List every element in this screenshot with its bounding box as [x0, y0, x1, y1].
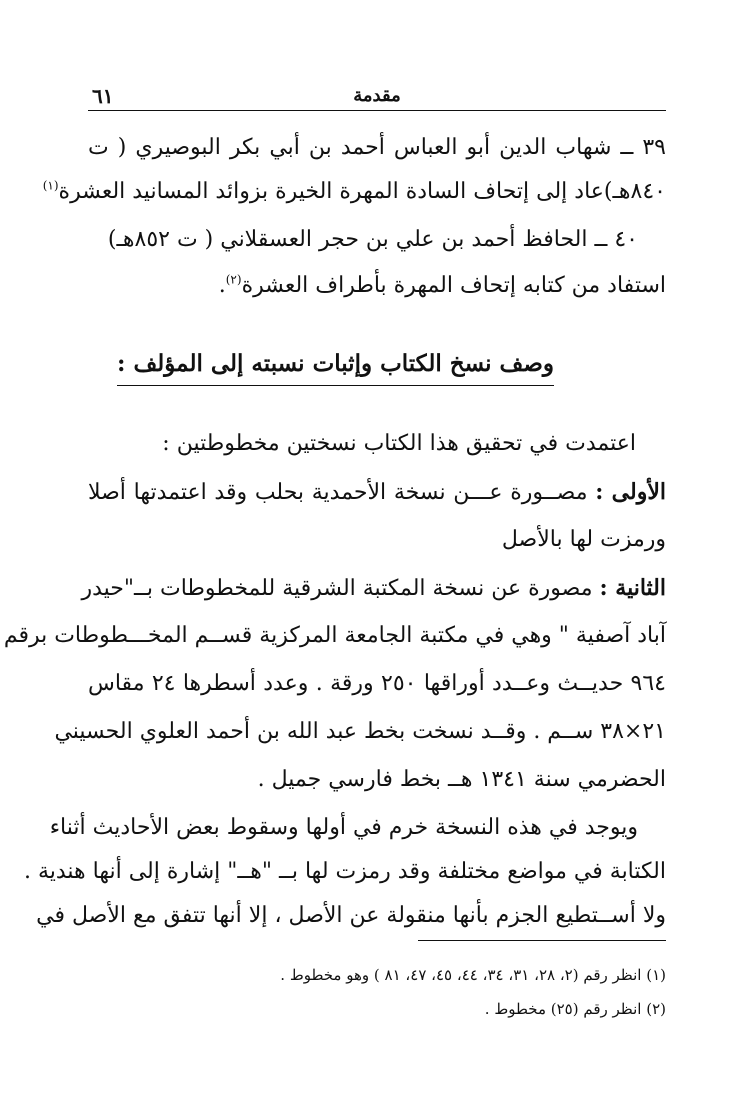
line-text: ٢١×٣٨ ســم . وقــد نسخت بخط عبد الله بن أحمد العلوي الحسيني — [54, 719, 666, 744]
page-number: ٦١ — [92, 84, 114, 108]
footnote-ref: (٢) — [225, 272, 242, 287]
paragraph-line — [88, 520, 666, 560]
paragraph-line — [36, 896, 666, 936]
text-line — [42, 172, 666, 212]
line-text: مصــورة عـــن نسخة الأحمدية بحلب وقد اعتمدتها أصلا — [88, 480, 596, 505]
page-header — [88, 84, 666, 111]
text-line — [88, 266, 666, 306]
footnote-ref: (١) — [42, 178, 59, 193]
footnote: (١) انظر رقم (٢، ٢٨، ٣١، ٣٤، ٤٤، ٤٥، ٤٧، ٨١ ) وهو مخطوط . — [280, 966, 666, 984]
section-heading: وصف نسخ الكتاب وإثبات نسبته إلى المؤلف : — [117, 345, 554, 386]
line-end: . — [218, 273, 226, 298]
line-text: ولا أســتطيع الجزم بأنها منقولة عن الأصل ، إلا أنها تتفق مع الأصل في — [36, 903, 666, 928]
paragraph-line — [54, 712, 666, 752]
text-line — [88, 220, 638, 260]
paragraph-line — [88, 760, 666, 800]
footnote-separator — [418, 940, 666, 941]
line-text: اعتمدت في تحقيق هذا الكتاب نسختين مخطوطتين : — [162, 431, 636, 456]
label-second: الثانية : — [599, 575, 666, 601]
paragraph-line — [88, 664, 666, 704]
text-line — [88, 128, 666, 168]
paragraph-line — [23, 852, 666, 892]
paragraph-line — [3, 616, 666, 656]
line-text: ورمزت لها بالأصل — [501, 527, 666, 552]
line-text: ويوجد في هذه النسخة خرم في أولها وسقوط بعض الأحاديث أثناء — [49, 815, 638, 840]
paragraph-line — [88, 424, 636, 464]
line-text: ٨٤٠هـ)عاد إلى إتحاف السادة المهرة الخيرة بزوائد المسانيد العشرة — [58, 179, 666, 204]
paragraph-line — [81, 568, 666, 608]
footnote: (٢) انظر رقم (٢٥) مخطوط . — [484, 1000, 666, 1018]
line-text: استفاد من كتابه إتحاف المهرة بأطراف العشرة — [241, 273, 666, 298]
paragraph-line — [49, 808, 638, 848]
line-text: ٤٠ ــ الحافظ أحمد بن علي بن حجر العسقلاني ( ت ٨٥٢هـ) — [107, 227, 638, 252]
line-text: ٣٩ ــ شهاب الدين أبو العباس أحمد بن أبي بكر البوصيري ( ت — [88, 135, 666, 160]
line-text: الحضرمي سنة ١٣٤١ هــ بخط فارسي جميل . — [257, 767, 666, 792]
running-title: مقدمة — [353, 85, 401, 106]
line-text: الكتابة في مواضع مختلفة وقد رمزت لها بــ "هــ" إشارة إلى أنها هندية . — [23, 859, 666, 884]
line-text: ٩٦٤ حديــث وعــدد أوراقها ٢٥٠ ورقة . وعدد أسطرها ٢٤ مقاس — [88, 671, 666, 696]
label-first: الأولى : — [595, 479, 666, 505]
line-text: مصورة عن نسخة المكتبة الشرقية للمخطوطات بــ"حيدر — [81, 576, 600, 601]
line-text: آباد آصفية " وهي في مكتبة الجامعة المركزية قســم المخـــطوطات برقم — [3, 623, 666, 648]
paragraph-line — [88, 472, 666, 512]
